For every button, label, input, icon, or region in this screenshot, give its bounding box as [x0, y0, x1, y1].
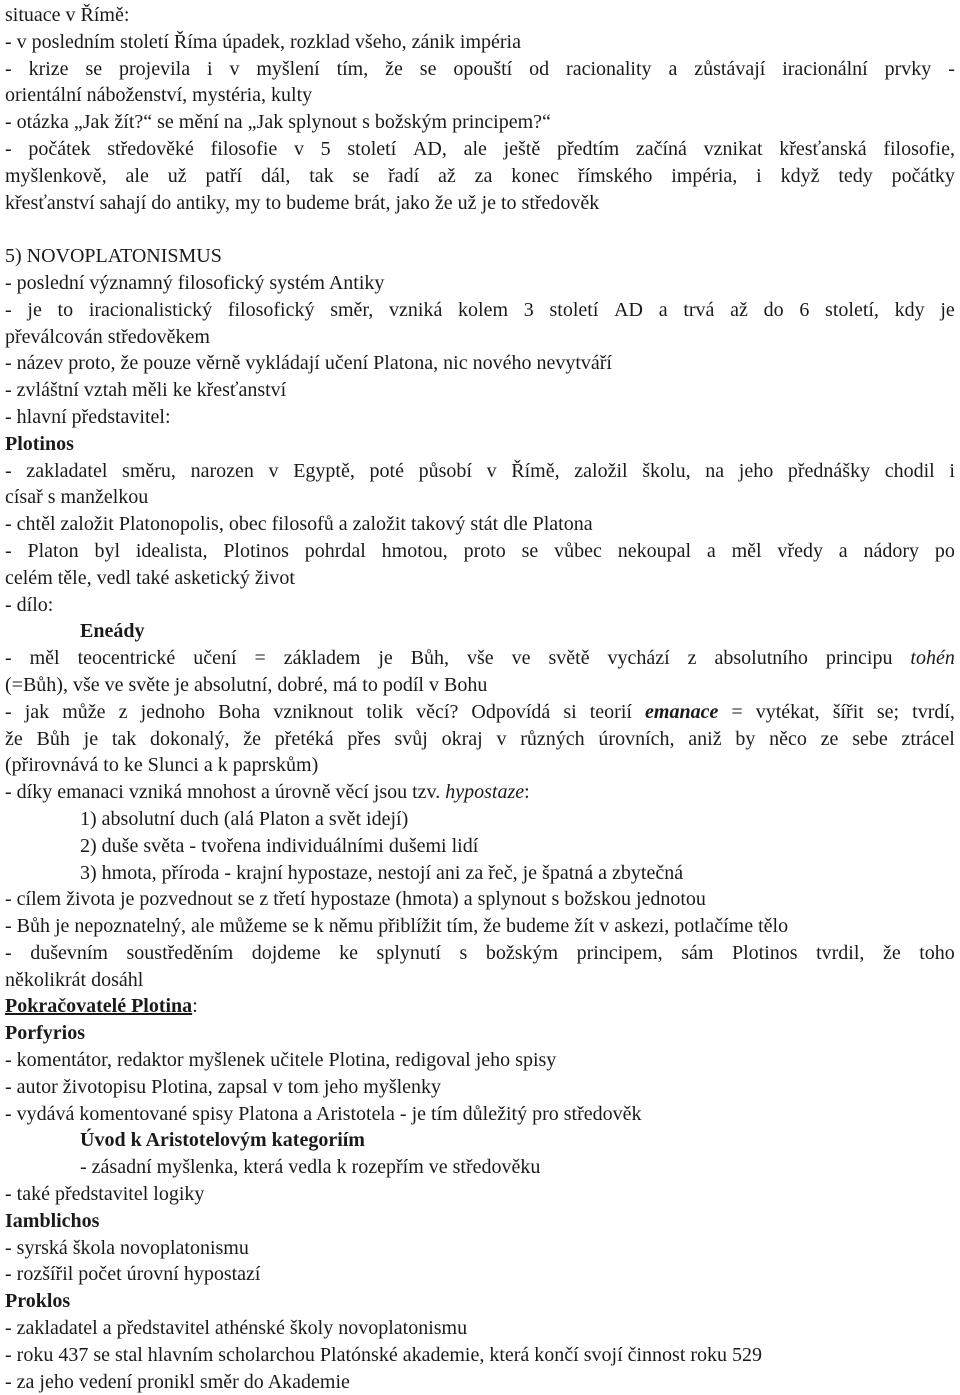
word: vzniká — [389, 298, 443, 321]
word: principu — [825, 647, 893, 670]
word: středověké — [107, 137, 194, 160]
word: i — [949, 459, 955, 482]
text-line: - autor životopisu Plotina, zapsal v tom jeho myšlenky — [5, 1075, 442, 1098]
text-block-intro — [5, 2, 955, 645]
word: na — [705, 459, 725, 482]
text-line: - také představitel logiky — [5, 1183, 205, 1206]
word: kdy — [894, 298, 925, 321]
word: Boha — [218, 700, 261, 723]
term-tohen: tohén — [910, 647, 955, 670]
text-line: - zvláštní vztah měli ke křesťanství — [5, 379, 287, 402]
word: do — [763, 298, 784, 321]
word: vzniknout — [273, 700, 354, 723]
text-line: celém těle, vedl také asketický život — [5, 566, 295, 589]
word: chodil — [884, 459, 935, 482]
word: vychází — [607, 647, 670, 670]
text-line: - cílem života je pozvednout se z třetí hypostaze (hmota) a splynout s božskou jednotou — [5, 888, 706, 911]
word: AD, — [412, 137, 447, 160]
word: poté — [369, 459, 404, 482]
word: v — [496, 727, 507, 750]
text-line — [5, 940, 955, 967]
word: projevila — [119, 57, 191, 80]
word: tedy — [838, 164, 873, 187]
word: proto — [463, 539, 506, 562]
word: je — [378, 647, 393, 670]
word: začíná — [635, 137, 687, 160]
word: splynutí — [376, 941, 441, 964]
word: myšlenkově, — [5, 164, 107, 187]
word: duševním — [30, 941, 108, 964]
text-line: Úvod k Aristotelovým kategoriím — [80, 1129, 365, 1152]
word: a — [668, 57, 678, 80]
word: směru, — [122, 459, 176, 482]
word: principem, — [576, 941, 663, 964]
text-line: (přirovnává to ke Slunci a k paprskům) — [5, 754, 319, 777]
word: že — [882, 941, 901, 964]
text-line-teocentricke — [5, 645, 955, 672]
text-line — [5, 538, 955, 565]
word: by — [735, 727, 756, 750]
word: předtím — [556, 137, 620, 160]
word: může — [62, 700, 106, 723]
text-line: (=Bůh), vše ve světe je absolutní, dobré, má to podíl v Bohu — [5, 673, 488, 696]
text-line-hypostaze — [5, 779, 955, 806]
word: a — [658, 298, 668, 321]
word: nekoupal — [617, 539, 692, 562]
word: tak — [111, 727, 137, 750]
word: vředy — [777, 539, 823, 562]
text-line: křesťanství sahají do antiky, my to budeme brát, jako že už je to středověk — [5, 191, 600, 214]
text-line — [5, 726, 955, 753]
word: se — [521, 539, 539, 562]
word: přednášky — [787, 459, 871, 482]
text-line: několikrát dosáhl — [5, 968, 144, 991]
word: je — [940, 298, 955, 321]
word: sám — [681, 941, 714, 964]
text-line: - poslední významný filosofický systém Antiky — [5, 271, 385, 294]
word: školu, — [642, 459, 691, 482]
word: Plotinos — [223, 539, 289, 562]
word: okraj — [441, 727, 483, 750]
word: že — [385, 57, 403, 80]
word: z — [118, 700, 128, 723]
text-line: - rozšířil počet úrovní hypostazí — [5, 1263, 261, 1286]
word: - — [5, 137, 12, 160]
text-line: Porfyrios — [5, 1022, 85, 1045]
word: dokonalý, — [150, 727, 230, 750]
text-line: 3) hmota, příroda - krajní hypostaze, nestojí ani za řeč, je špatná a zbytečná — [80, 861, 684, 884]
text-line: - dílo: — [5, 593, 54, 616]
text-line: Iamblichos — [5, 1209, 100, 1232]
word: tolik — [366, 700, 404, 723]
word: dál, — [260, 164, 291, 187]
text-line — [5, 136, 955, 163]
word: aniž — [688, 727, 722, 750]
word: Odpovídá — [471, 700, 551, 723]
word: tím, — [336, 57, 369, 80]
text-line: situace v Římě: — [5, 4, 130, 26]
word: pohrdal — [304, 539, 366, 562]
word: narozen — [190, 459, 254, 482]
word: 3 — [523, 298, 534, 321]
word: - — [5, 459, 12, 482]
text-line: - v posledním století Říma úpadek, rozklad všeho, zánik impéria — [5, 30, 521, 53]
text-line: 1) absolutní duch (alá Platon a svět idejí) — [80, 807, 409, 830]
word: vznikat — [703, 137, 763, 160]
word: = — [254, 647, 266, 670]
word: ke — [339, 941, 358, 964]
text-line: - syrská škola novoplatonismu — [5, 1236, 249, 1259]
text-block-3 — [5, 726, 955, 780]
word: i — [756, 164, 762, 187]
colon: : — [524, 781, 530, 804]
word: dojdeme — [251, 941, 321, 964]
term-hypostaze: hypostaze — [445, 781, 525, 804]
text-line: císař s manželkou — [5, 486, 149, 509]
text-line: - chtěl založit Platonopolis, obec filosofů a založit takový stát dle Platona — [5, 513, 593, 536]
word: teocentrické — [77, 647, 176, 670]
word: iracionální — [782, 57, 868, 80]
text-line — [5, 163, 955, 190]
word: i — [206, 57, 213, 80]
word: Plotinos — [731, 941, 798, 964]
word: tvrdil, — [816, 941, 865, 964]
word: v — [293, 137, 304, 160]
word: v — [229, 57, 240, 80]
word: řadí — [388, 164, 420, 187]
word: přes — [347, 727, 381, 750]
word: nádory — [863, 539, 920, 562]
text-line — [5, 458, 955, 485]
word: opouští — [453, 57, 513, 80]
word: století — [347, 137, 397, 160]
word: zakladatel — [26, 459, 108, 482]
text-line-emanace — [5, 699, 955, 726]
word: s — [459, 941, 468, 964]
word: věcí? — [416, 700, 459, 723]
word: - — [5, 57, 12, 80]
word: a — [838, 539, 848, 562]
text-line: - název proto, že pouze věrně vykládají učení Platona, nic nového nevytváří — [5, 352, 612, 375]
word: Bůh, — [410, 647, 450, 670]
word: se — [85, 57, 103, 80]
word: 5 — [320, 137, 331, 160]
word: základem — [283, 647, 361, 670]
word: Bůh — [36, 727, 70, 750]
word: - — [5, 539, 12, 562]
word: ale — [125, 164, 149, 187]
text-block-2 — [5, 672, 955, 699]
word: to — [57, 298, 74, 321]
word: hmotou, — [381, 539, 448, 562]
word: 6 — [799, 298, 810, 321]
word: Římě, — [511, 459, 560, 482]
text-line: Plotinos — [5, 432, 74, 455]
word: = — [731, 700, 743, 723]
word: ze — [820, 727, 839, 750]
word: jednoho — [140, 700, 205, 723]
word: v — [486, 459, 497, 482]
word: úrovních, — [598, 727, 675, 750]
word: konec — [511, 164, 560, 187]
text-block-4 — [5, 806, 955, 994]
word: jeho — [738, 459, 774, 482]
word: zůstávají — [694, 57, 766, 80]
word: se; — [876, 700, 900, 723]
word: - — [5, 700, 12, 723]
word: filosofický — [227, 298, 315, 321]
word: iracionalistický — [88, 298, 213, 321]
text-line — [5, 216, 955, 243]
word: měl — [731, 539, 762, 562]
word: trvá — [683, 298, 715, 321]
word: vše — [467, 647, 494, 670]
word: Platon — [27, 539, 79, 562]
word: teorií — [589, 700, 632, 723]
word: po — [934, 539, 955, 562]
word: ale — [463, 137, 487, 160]
word: různých — [520, 727, 585, 750]
word: impéria, — [671, 164, 738, 187]
word: počátek — [28, 137, 91, 160]
word: už — [167, 164, 187, 187]
text-line: - otázka „Jak žít?“ se mění na „Jak splynout s božským principem?“ — [5, 111, 551, 134]
word: jak — [24, 700, 50, 723]
text-line — [5, 297, 955, 324]
text-line: Eneády — [80, 620, 145, 643]
word: je — [83, 727, 99, 750]
text-block-5 — [5, 1020, 955, 1395]
word: si — [563, 700, 577, 723]
text-line: převálcován středověkem — [5, 325, 210, 348]
word: směr, — [330, 298, 374, 321]
word: a — [706, 539, 716, 562]
word: kolem — [458, 298, 509, 321]
colon: : — [192, 995, 198, 1018]
word: učení — [193, 647, 237, 670]
word: soustředěním — [126, 941, 234, 964]
word: - — [5, 941, 12, 964]
word: římského — [577, 164, 653, 187]
word: racionality — [566, 57, 652, 80]
text-line: 5) NOVOPLATONISMUS — [5, 245, 222, 268]
text-line: Proklos — [5, 1290, 71, 1313]
word: idealista, — [135, 539, 208, 562]
word: vůbec — [554, 539, 602, 562]
word: svůj — [394, 727, 428, 750]
word: od — [529, 57, 550, 80]
word: - — [5, 298, 12, 321]
word: patří — [205, 164, 243, 187]
text-line: - zakladatel a představitel athénské školy novoplatonismu — [5, 1317, 468, 1340]
term-emanace: emanace — [645, 700, 719, 723]
word: - — [5, 647, 12, 670]
text-line: orientální náboženství, mystéria, kulty — [5, 84, 313, 107]
word: v — [268, 459, 279, 482]
word: když — [780, 164, 820, 187]
text-line: - komentátor, redaktor myšlenek učitele Plotina, redigoval jeho spisy — [5, 1049, 557, 1072]
word: filosofie, — [883, 137, 955, 160]
word: božským — [485, 941, 559, 964]
word: - — [948, 57, 955, 80]
word: byl — [94, 539, 121, 562]
word: ztrácel — [901, 727, 955, 750]
word: přetéká — [274, 727, 334, 750]
word: AD — [614, 298, 643, 321]
word: působí — [418, 459, 472, 482]
word: vytékat, — [755, 700, 820, 723]
word: Egyptě, — [293, 459, 355, 482]
word: že — [243, 727, 262, 750]
word: počátky — [891, 164, 955, 187]
heading-pokracovatele — [5, 993, 955, 1020]
word: prvky — [884, 57, 932, 80]
word: myšlení — [256, 57, 320, 80]
word: šířit — [832, 700, 864, 723]
word: sebe — [852, 727, 888, 750]
word: tvrdí, — [912, 700, 955, 723]
text-line: - Bůh je nepoznatelný, ale můžeme se k němu přiblížit tím, že budeme žít v askezi, potlačíme tělo — [5, 915, 789, 938]
heading-pokracovatele-text: Pokračovatelé Plotina — [5, 995, 193, 1018]
text-line: - zásadní myšlenka, která vedla k rozepřím ve středověku — [80, 1156, 541, 1179]
text-line: - za jeho vedení pronikl směr do Akademie — [5, 1370, 350, 1393]
word: filosofie — [210, 137, 278, 160]
word: tak — [309, 164, 334, 187]
word: křesťanská — [779, 137, 867, 160]
word: něco — [769, 727, 807, 750]
word: až — [730, 298, 748, 321]
text-line: 2) duše světa - tvořena individuálními dušemi lidí — [80, 834, 479, 857]
word: měl — [29, 647, 60, 670]
text-line: - hlavní představitel: — [5, 405, 171, 428]
word: se — [352, 164, 370, 187]
word: že — [5, 727, 23, 750]
word: toho — [919, 941, 955, 964]
text-line: - vydává komentované spisy Platona a Aristotela - je tím důležitý pro středověk — [5, 1102, 642, 1125]
word: krize — [28, 57, 69, 80]
word: založil — [574, 459, 628, 482]
word: je — [27, 298, 42, 321]
word: se — [419, 57, 437, 80]
text-line — [5, 56, 955, 83]
word: světě — [548, 647, 590, 670]
word: století — [549, 298, 599, 321]
word: století, — [825, 298, 879, 321]
word: absolutního — [714, 647, 808, 670]
word: až — [438, 164, 456, 187]
text-segment: - díky emanaci vzniká mnohost a úrovně věcí jsou tzv. — [5, 781, 446, 804]
word: ve — [511, 647, 531, 670]
word: za — [474, 164, 493, 187]
text-line: - roku 437 se stal hlavním scholarchou Platónské akademie, která končí svojí činnost roku 529 — [5, 1343, 763, 1366]
word: z — [687, 647, 697, 670]
word: ještě — [503, 137, 541, 160]
